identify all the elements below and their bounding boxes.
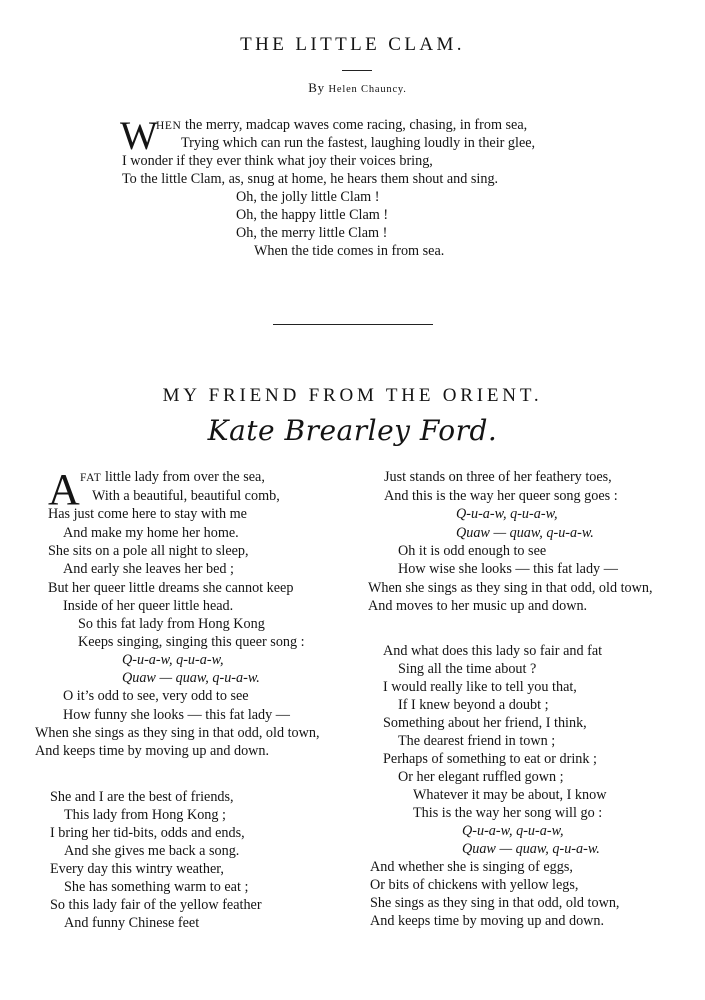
poem-line: When she sings as they sing in that odd, old town, <box>35 725 320 741</box>
author-name: Helen Chauncy. <box>328 84 407 95</box>
poem-line: She sits on a pole all night to sleep, <box>48 543 249 559</box>
poem-line: Perhaps of something to eat or drink ; <box>383 751 597 767</box>
drop-cap: A <box>48 465 80 514</box>
poem-line: When she sings as they sing in that odd, old town, <box>368 580 653 596</box>
poem-line: She and I are the best of friends, <box>50 789 234 805</box>
poem-line: So this lady fair of the yellow feather <box>50 897 262 913</box>
poem-line: O it’s odd to see, very odd to see <box>63 688 249 704</box>
poem-line: Sing all the time about ? <box>398 661 537 677</box>
poem-line: And early she leaves her bed ; <box>63 561 234 577</box>
poem-line: Keeps singing, singing this queer song : <box>78 634 305 650</box>
title-rule <box>342 70 372 71</box>
poem-line: And what does this lady so fair and fat <box>383 643 603 659</box>
song-line: Q-u-a-w, q-u-a-w, <box>456 506 558 522</box>
poem-line: And make my home her home. <box>63 525 239 541</box>
song-line: Quaw — quaw, q-u-a-w. <box>456 525 594 541</box>
poem-line: This is the way her song will go : <box>413 805 603 821</box>
poem-line: I wonder if they ever think what joy their voices bring, <box>122 153 433 169</box>
first-word: HEN <box>156 120 182 132</box>
poem-line: How funny she looks — this fat lady — <box>63 707 290 723</box>
byline-prefix: By <box>308 80 325 95</box>
poem-line: And moves to her music up and down. <box>368 598 588 614</box>
poem-line: She has something warm to eat ; <box>64 879 249 895</box>
author-signature: Kate Brearley Ford. <box>207 414 498 447</box>
song-line: Q-u-a-w, q-u-a-w, <box>462 823 564 839</box>
poem-line: To the little Clam, as, snug at home, he hears them shout and sing. <box>122 171 499 187</box>
poem-line: With a beautiful, beautiful comb, <box>92 488 280 504</box>
poem-line: How wise she looks — this fat lady — <box>398 561 618 577</box>
poem-line: Whatever it may be about, I know <box>413 787 607 803</box>
poem-line: I bring her tid-bits, odds and ends, <box>50 825 245 841</box>
poem-line: This lady from Hong Kong ; <box>64 807 226 823</box>
song-line: Quaw — quaw, q-u-a-w. <box>462 841 600 857</box>
drop-cap: W <box>120 113 158 158</box>
refrain-line: Oh, the happy little Clam ! <box>236 207 389 223</box>
poem-title-little-clam: THE LITTLE CLAM. <box>240 34 465 55</box>
poem-line: I would really like to tell you that, <box>383 679 577 695</box>
poem-line: And funny Chinese feet <box>64 915 200 931</box>
poem-line: And this is the way her queer song goes : <box>384 488 618 504</box>
section-divider <box>273 324 433 325</box>
poem-line: Or her elegant ruffled gown ; <box>398 769 564 785</box>
poem-line: So this fat lady from Hong Kong <box>78 616 265 632</box>
poem-line: But her queer little dreams she cannot keep <box>48 580 294 596</box>
poem-line: And keeps time by moving up and down. <box>370 913 605 929</box>
poem-line: She sings as they sing in that odd, old town, <box>370 895 620 911</box>
poem-line: And keeps time by moving up and down. <box>35 743 270 759</box>
poem-line: Oh it is odd enough to see <box>398 543 547 559</box>
poem-line: Trying which can run the fastest, laughing loudly in their glee, <box>181 135 536 151</box>
poem-line: Inside of her queer little head. <box>63 598 234 614</box>
refrain-line: Oh, the merry little Clam ! <box>236 225 388 241</box>
poem-line: Or bits of chickens with yellow legs, <box>370 877 579 893</box>
poem-line: Just stands on three of her feathery toes, <box>384 469 612 485</box>
byline <box>0 80 705 96</box>
poem-line: And she gives me back a song. <box>64 843 240 859</box>
song-line: Q-u-a-w, q-u-a-w, <box>122 652 224 668</box>
refrain-line: Oh, the jolly little Clam ! <box>236 189 380 205</box>
first-word: FAT <box>80 472 102 484</box>
poem-line: HEN the merry, madcap waves come racing, chasing, in from sea, <box>156 117 528 133</box>
poem-line: Something about her friend, I think, <box>383 715 587 731</box>
poem-line: FAT little lady from over the sea, <box>80 469 265 485</box>
poem-line: Has just come here to stay with me <box>48 506 247 522</box>
poem-title-friend-orient: MY FRIEND FROM THE ORIENT. <box>162 385 543 406</box>
poem-line: And whether she is singing of eggs, <box>370 859 573 875</box>
poem-line: If I knew beyond a doubt ; <box>398 697 549 713</box>
poem-line: Every day this wintry weather, <box>50 861 224 877</box>
poem-line: The dearest friend in town ; <box>398 733 556 749</box>
refrain-line: When the tide comes in from sea. <box>254 243 445 259</box>
song-line: Quaw — quaw, q-u-a-w. <box>122 670 260 686</box>
